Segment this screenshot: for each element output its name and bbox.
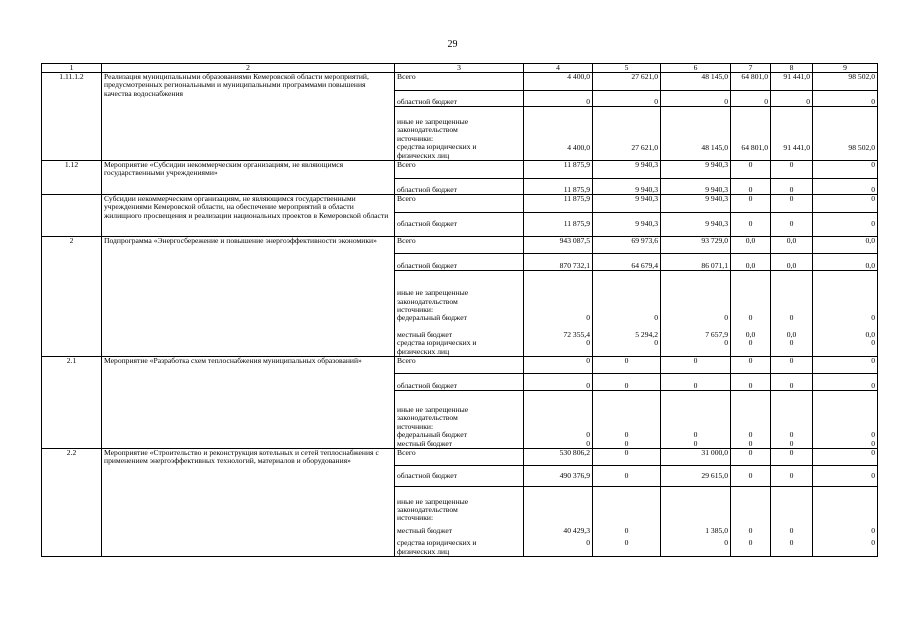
row-name: Реализация муниципальными образованиями Кемеровской области мероприятий, предусмотренных региональными и муниципальными программами повышения качества водоснабжения	[102, 73, 395, 161]
row-code: 1.12	[42, 161, 102, 195]
source-cell	[395, 271, 524, 357]
col-header: 9	[813, 64, 878, 73]
value-cell: 31 000,0	[661, 449, 731, 466]
value-cell: 530 806,2	[524, 449, 593, 466]
value-cell: 943 087,5	[524, 237, 593, 254]
source-label: законодательством	[397, 296, 458, 306]
value-cell: 0	[813, 179, 878, 195]
value-cell: 64 801,0	[731, 73, 771, 91]
value-cell: 69 973,6	[593, 237, 661, 254]
value-cell: 11 875,9	[524, 179, 593, 195]
value-line: 0	[624, 525, 629, 535]
row-code: 1.11.1.2	[42, 73, 102, 161]
source-label: источники:	[397, 421, 434, 431]
value-cell: 0	[593, 357, 661, 374]
value-cell: 0	[813, 466, 878, 487]
col-header: 4	[524, 64, 593, 73]
value-line: 0	[586, 430, 590, 440]
table-row	[42, 161, 878, 179]
value-line: 0	[724, 313, 728, 323]
value-line: 0	[654, 313, 658, 323]
value-cell: 29 615,0	[661, 466, 731, 487]
col-header: 6	[661, 64, 731, 73]
value-cell: 0	[771, 374, 813, 391]
value-cell: 0,0	[731, 237, 771, 254]
source-cell	[395, 357, 524, 374]
value-cell: 0,0	[813, 237, 878, 254]
value-cell: 9 940,3	[661, 213, 731, 237]
source-cell	[395, 73, 524, 91]
col-header: 2	[102, 64, 395, 73]
value-cell	[661, 271, 731, 357]
source-label: законодательством	[397, 413, 458, 423]
source-label: Всего	[397, 194, 416, 203]
value-cell: 48 145,0	[661, 73, 731, 91]
value-line: 0	[748, 313, 753, 323]
value-cell: 0,0	[771, 237, 813, 254]
value-cell	[593, 487, 661, 557]
value-cell	[813, 271, 878, 357]
table-row	[42, 449, 878, 466]
source-cell	[395, 466, 524, 487]
value-cell: 870 732,1	[524, 254, 593, 271]
source-cell	[395, 237, 524, 254]
value-cell: 48 145,0	[661, 107, 731, 161]
value-cell: 9 940,3	[593, 195, 661, 213]
source-label: федеральный бюджет	[397, 430, 467, 440]
source-label: областной бюджет	[397, 470, 457, 480]
row-code	[42, 195, 102, 237]
value-line: 0	[871, 525, 875, 535]
value-cell: 9 940,3	[661, 195, 731, 213]
value-cell: 0	[524, 357, 593, 374]
value-line: 7 657,9	[705, 329, 728, 339]
table-row	[42, 73, 878, 91]
source-label: источники:	[397, 304, 434, 314]
source-label: средства юридических и	[397, 538, 477, 548]
value-cell: 11 875,9	[524, 195, 593, 213]
value-cell: 93 729,0	[661, 237, 731, 254]
value-cell: 91 441,0	[771, 107, 813, 161]
value-cell: 0	[593, 91, 661, 107]
value-line: 0	[586, 313, 590, 323]
source-label: местный бюджет	[397, 525, 453, 535]
value-cell: 64 679,4	[593, 254, 661, 271]
value-line: 0	[624, 538, 629, 548]
value-line: 5 294,2	[635, 329, 658, 339]
row-name: Мероприятие «Разработка схем теплоснабжения муниципальных образований»	[102, 357, 395, 449]
value-cell: 0	[813, 357, 878, 374]
value-line: 0	[789, 313, 794, 323]
col-header: 5	[593, 64, 661, 73]
value-line: 0	[871, 538, 875, 548]
value-cell	[731, 391, 771, 449]
value-cell: 0	[661, 374, 731, 391]
row-code: 2.2	[42, 449, 102, 557]
value-line: 0	[871, 430, 875, 440]
value-cell: 0	[661, 91, 731, 107]
value-cell: 11 875,9	[524, 161, 593, 179]
value-cell: 9 940,3	[593, 213, 661, 237]
value-cell: 4 400,0	[524, 73, 593, 91]
source-label: областной бюджет	[397, 260, 457, 270]
source-label: физических лиц	[397, 346, 450, 356]
value-cell	[593, 391, 661, 449]
value-line: 40 429,3	[563, 525, 590, 535]
value-line: 1 385,0	[705, 525, 728, 535]
value-cell	[771, 487, 813, 557]
value-cell: 4 400,0	[524, 107, 593, 161]
source-label: областной бюджет	[397, 184, 457, 194]
value-cell: 9 940,3	[593, 179, 661, 195]
table-row	[42, 195, 878, 213]
value-line: 0	[789, 525, 794, 535]
value-cell: 27 621,0	[593, 107, 661, 161]
source-cell	[395, 213, 524, 237]
value-line: 0	[748, 538, 753, 548]
source-label: физических лиц	[397, 150, 450, 160]
value-line: 0	[693, 438, 698, 448]
source-label: средства юридических и	[397, 338, 477, 348]
source-cell	[395, 91, 524, 107]
source-label: законодательством	[397, 125, 458, 135]
value-line: 0	[789, 438, 794, 448]
value-cell: 0	[771, 213, 813, 237]
value-line: 0,0	[865, 329, 875, 339]
value-line: 0	[748, 438, 753, 448]
value-cell: 11 875,9	[524, 213, 593, 237]
source-label: областной бюджет	[397, 380, 457, 390]
value-cell	[661, 391, 731, 449]
value-cell: 0	[524, 374, 593, 391]
value-cell: 0,0	[771, 254, 813, 271]
source-label: местный бюджет	[397, 438, 453, 448]
value-cell: 0	[731, 466, 771, 487]
value-cell: 9 940,3	[661, 161, 731, 179]
source-label: Всего	[397, 356, 416, 365]
value-cell: 0,0	[813, 254, 878, 271]
value-cell: 0	[731, 213, 771, 237]
value-line: 0	[748, 430, 753, 440]
value-cell: 0	[731, 195, 771, 213]
value-cell: 9 940,3	[593, 161, 661, 179]
source-label: местный бюджет	[397, 329, 453, 339]
value-line: 0	[871, 313, 875, 323]
source-label: Всего	[397, 160, 416, 169]
source-label: Всего	[397, 72, 416, 81]
value-cell: 0	[731, 449, 771, 466]
source-cell	[395, 179, 524, 195]
value-line: 72 355,4	[563, 329, 590, 339]
table-row	[42, 357, 878, 374]
value-line: 0	[586, 438, 590, 448]
source-label: средства юридических и	[397, 142, 477, 152]
value-line: 0	[724, 338, 728, 348]
source-label: иные не запрещенные	[397, 404, 469, 414]
value-cell: 0	[731, 357, 771, 374]
source-cell	[395, 374, 524, 391]
value-cell	[524, 271, 593, 357]
value-line: 0,0	[745, 329, 756, 339]
source-cell	[395, 195, 524, 213]
value-cell: 0	[731, 161, 771, 179]
source-label: законодательством	[397, 504, 458, 514]
row-code: 2	[42, 237, 102, 357]
page-number: 29	[447, 39, 458, 50]
value-cell: 98 502,0	[813, 73, 878, 91]
value-line: 0	[748, 338, 753, 348]
value-cell	[661, 487, 731, 557]
source-label: областной бюджет	[397, 219, 457, 229]
value-cell: 0	[593, 449, 661, 466]
source-cell	[395, 107, 524, 161]
value-line: 0	[789, 430, 794, 440]
value-line: 0,0	[786, 329, 797, 339]
value-cell	[524, 391, 593, 449]
source-label: иные не запрещенные	[397, 496, 469, 506]
value-cell	[524, 487, 593, 557]
value-cell: 0	[771, 195, 813, 213]
value-cell: 0	[813, 374, 878, 391]
value-line: 0	[789, 538, 794, 548]
row-name: Подпрограмма «Энергосбережение и повышение энергоэффективности экономики»	[102, 237, 395, 357]
value-cell: 9 940,3	[661, 179, 731, 195]
budget-table	[41, 63, 878, 557]
value-line: 0	[624, 430, 629, 440]
col-header: 8	[771, 64, 813, 73]
value-cell: 0	[771, 161, 813, 179]
value-cell: 0	[661, 357, 731, 374]
value-cell	[771, 391, 813, 449]
value-cell: 0	[593, 374, 661, 391]
value-cell: 86 071,1	[661, 254, 731, 271]
value-line: 0	[789, 338, 794, 348]
value-cell: 0	[771, 466, 813, 487]
source-label: Всего	[397, 236, 416, 245]
value-line: 0	[654, 338, 658, 348]
value-line: 0	[748, 525, 753, 535]
col-header: 1	[42, 64, 102, 73]
source-cell	[395, 449, 524, 466]
value-cell: 0	[771, 449, 813, 466]
value-line: 0	[871, 338, 875, 348]
source-label: иные не запрещенные	[397, 288, 469, 298]
value-line: 0	[586, 538, 590, 548]
value-cell: 0	[813, 195, 878, 213]
value-cell: 490 376,9	[524, 466, 593, 487]
value-line: 0	[586, 338, 590, 348]
value-cell: 0	[771, 357, 813, 374]
value-cell	[731, 487, 771, 557]
row-name: Мероприятие «Субсидии некоммерческим организациям, не являющимся государственными учреждениями»	[102, 161, 395, 195]
source-label: источники:	[397, 513, 434, 523]
table-row	[42, 237, 878, 254]
row-name: Субсидии некоммерческим организациям, не являющимся государственными учреждениями Кемеровской области, на обеспечение мероприятий в области жилищного просвещения и реализации национальных проектов в Кемеровской области	[102, 195, 395, 237]
value-cell: 64 801,0	[731, 107, 771, 161]
value-cell	[771, 271, 813, 357]
value-cell: 27 621,0	[593, 73, 661, 91]
value-line: 0	[693, 430, 698, 440]
source-label: физических лиц	[397, 546, 450, 556]
value-cell: 91 441,0	[771, 73, 813, 91]
source-cell	[395, 391, 524, 449]
row-name: Мероприятие «Строительство и реконструкция котельных и сетей теплоснабжения с применением энергоэффективных технологий, материалов и оборудования»	[102, 449, 395, 557]
source-cell	[395, 161, 524, 179]
value-cell: 98 502,0	[813, 107, 878, 161]
value-cell: 0	[731, 179, 771, 195]
row-code: 2.1	[42, 357, 102, 449]
value-cell	[813, 487, 878, 557]
source-cell	[395, 487, 524, 557]
value-cell: 0	[813, 213, 878, 237]
source-label: областной бюджет	[397, 96, 457, 106]
value-cell	[813, 391, 878, 449]
source-cell	[395, 254, 524, 271]
source-label: Всего	[397, 448, 416, 457]
value-cell	[731, 271, 771, 357]
value-cell: 0	[771, 179, 813, 195]
value-cell: 0	[593, 466, 661, 487]
value-cell: 0	[731, 374, 771, 391]
col-header: 7	[731, 64, 771, 73]
value-cell: 0	[813, 161, 878, 179]
source-label: источники:	[397, 133, 434, 143]
col-header: 3	[395, 64, 524, 73]
value-line: 0	[724, 538, 728, 548]
value-line: 0	[624, 438, 629, 448]
source-label: федеральный бюджет	[397, 313, 467, 323]
source-label: иные не запрещенные	[397, 116, 469, 126]
value-cell	[593, 271, 661, 357]
value-cell: 0	[813, 91, 878, 107]
value-cell: 0	[524, 91, 593, 107]
value-line: 0	[871, 438, 875, 448]
value-cell: 0	[813, 449, 878, 466]
value-cell: 0,0	[731, 254, 771, 271]
value-cell: 0	[731, 91, 771, 107]
value-cell: 0	[771, 91, 813, 107]
